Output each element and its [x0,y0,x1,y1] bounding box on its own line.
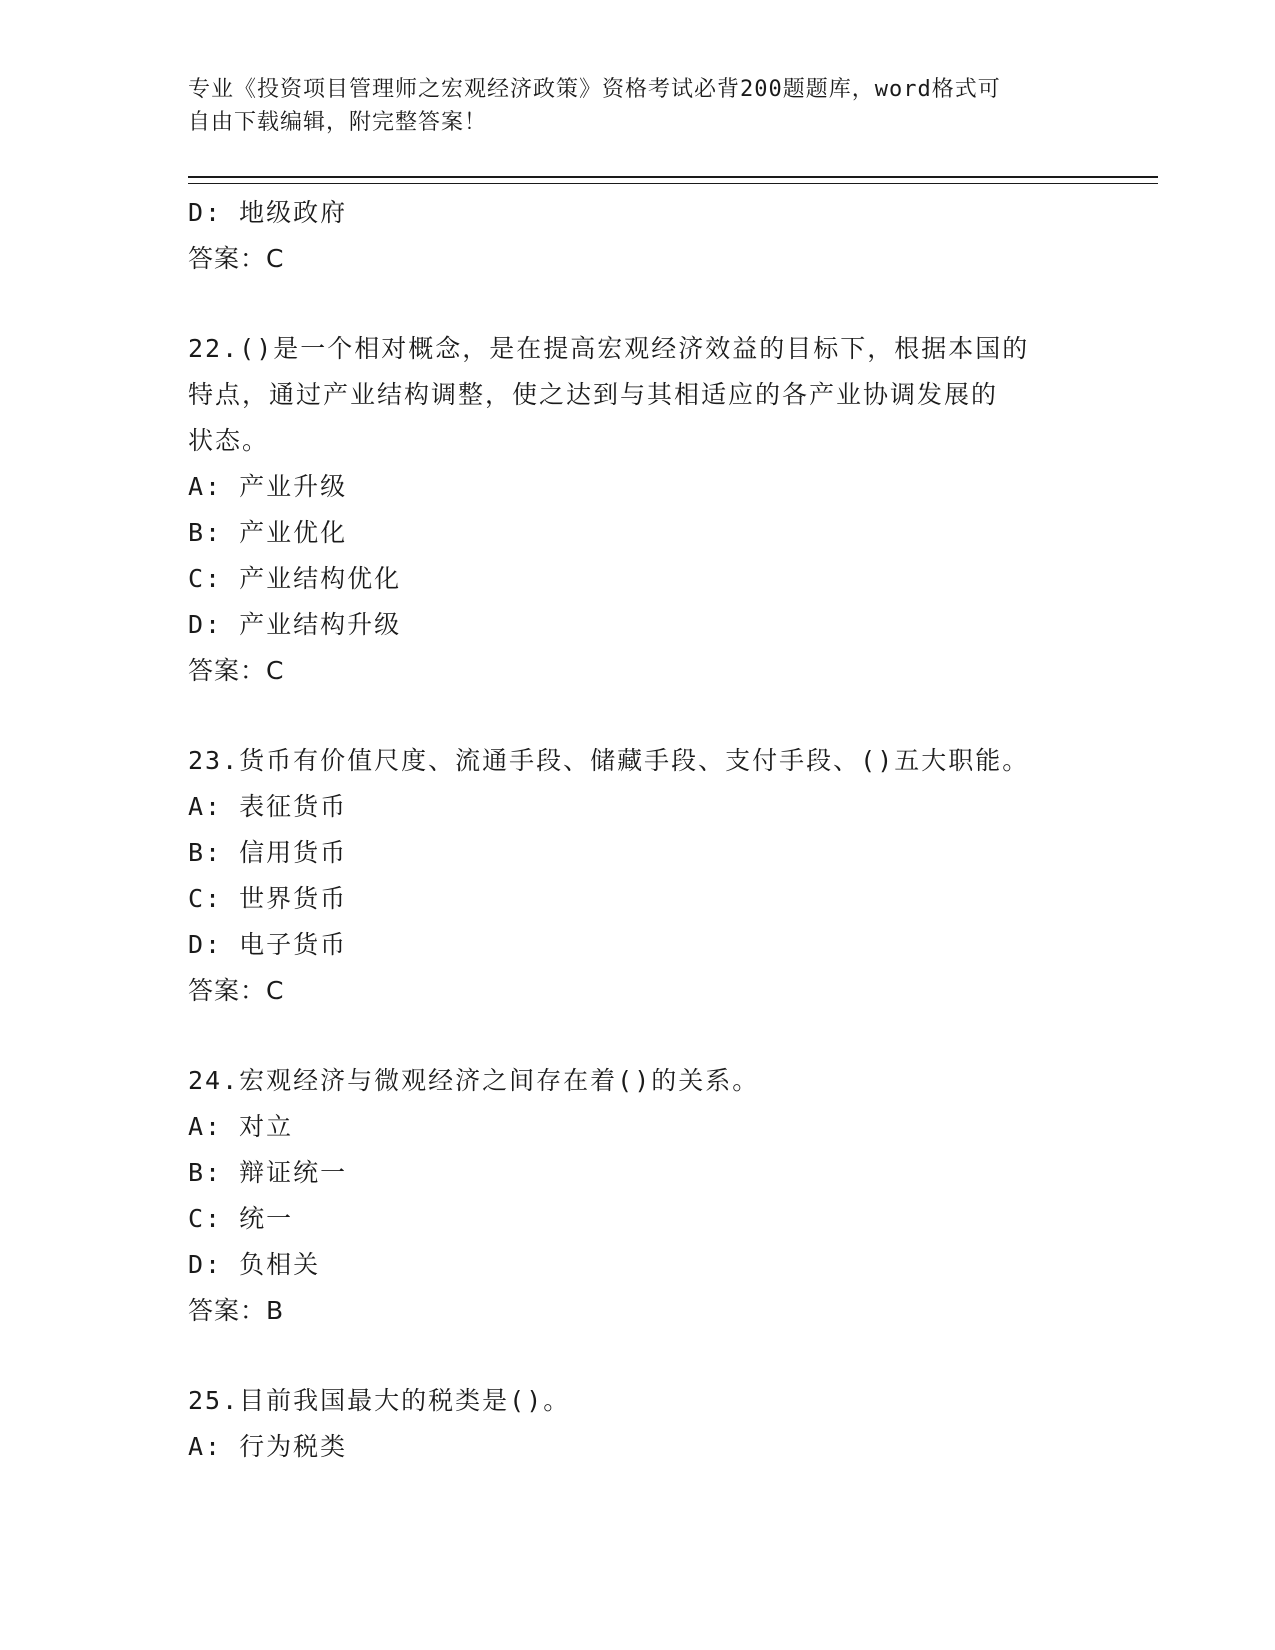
option-c: C: 统一 [188,1204,294,1233]
question-text: 特点，通过产业结构调整，使之达到与其相适应的各产业协调发展的 [188,380,999,409]
prev-option-d: D: 地级政府 [188,198,348,227]
option-a: A: 行为税类 [188,1432,348,1461]
question-24 [188,1058,1088,1334]
answer: 答案：B [188,1296,285,1325]
document-header [188,73,1068,139]
question-text: 23.货币有价值尺度、流通手段、储藏手段、支付手段、()五大职能。 [188,746,1030,775]
header-divider [188,176,1158,184]
option-d: D: 电子货币 [188,930,348,959]
question-text: 24.宏观经济与微观经济之间存在着()的关系。 [188,1066,760,1095]
option-c: C: 产业结构优化 [188,564,402,593]
option-d: D: 产业结构升级 [188,610,402,639]
question-23 [188,738,1088,1014]
option-b: B: 信用货币 [188,838,348,867]
spacer [188,282,1088,326]
option-b: B: 辩证统一 [188,1158,348,1187]
spacer [188,694,1088,738]
question-25 [188,1378,1088,1470]
answer: 答案：C [188,656,285,685]
answer: 答案：C [188,976,285,1005]
header-line-2: 自由下载编辑，附完整答案！ [188,110,488,135]
spacer [188,1334,1088,1378]
option-a: A: 产业升级 [188,472,348,501]
option-a: A: 表征货币 [188,792,348,821]
spacer [188,1014,1088,1058]
question-text: 22.()是一个相对概念，是在提高宏观经济效益的目标下，根据本国的 [188,334,1030,363]
question-text: 25.目前我国最大的税类是()。 [188,1386,571,1415]
option-c: C: 世界货币 [188,884,348,913]
option-d: D: 负相关 [188,1250,321,1279]
question-text: 状态。 [188,426,270,455]
question-list [188,190,1088,1470]
header-line-1: 专业《投资项目管理师之宏观经济政策》资格考试必背200题题库，word格式可 [188,77,1001,102]
question-22 [188,326,1088,694]
option-a: A: 对立 [188,1112,294,1141]
option-b: B: 产业优化 [188,518,348,547]
prev-answer: 答案：C [188,244,285,273]
